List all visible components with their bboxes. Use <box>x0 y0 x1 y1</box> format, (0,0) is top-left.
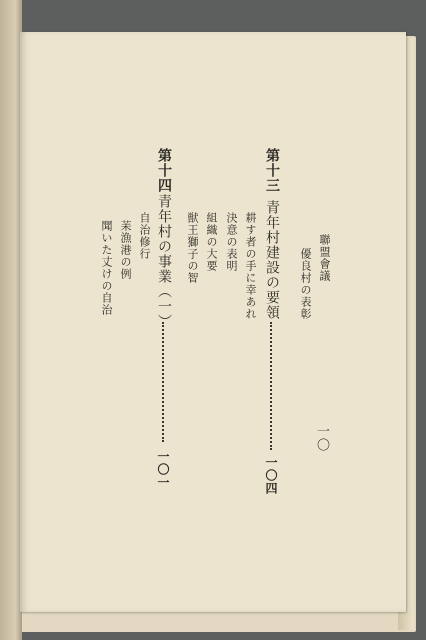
chapter-14-page: 一〇一 <box>156 450 170 489</box>
section-renmei-kaigi: 聯盟會議 <box>318 234 331 282</box>
chapter-14-number: 第十四 <box>156 148 172 193</box>
chapter-14-leader-dots <box>162 322 166 442</box>
section-soshiki: 組織の大要 <box>205 212 218 272</box>
section-ketsui: 決意の表明 <box>225 212 238 272</box>
chapter-14-title: 青年村の事業（一） <box>156 194 172 329</box>
chapter-13-number: 第十三 <box>264 148 280 193</box>
section-jichi-shugyo: 自治修行 <box>138 212 151 260</box>
chapter-13-page: 一〇四 <box>264 456 278 495</box>
section-gyoko: 苿漁港の例 <box>119 220 132 280</box>
section-kiitatake: 聞いた丈けの自治 <box>100 220 113 316</box>
section-tagayasu: 耕す者の手に幸あれ <box>244 212 257 320</box>
chapter-13-title: 青年村建設の要領 <box>264 200 280 320</box>
section-yuryoson-hyosho: 優良村の表彰 <box>299 248 312 320</box>
book-page <box>20 32 406 612</box>
facing-page <box>0 0 22 640</box>
chapter-13-leader-dots <box>270 322 274 450</box>
page-number: 一〇 <box>314 424 329 452</box>
section-juou: 獣王獅子の智 <box>186 212 199 284</box>
